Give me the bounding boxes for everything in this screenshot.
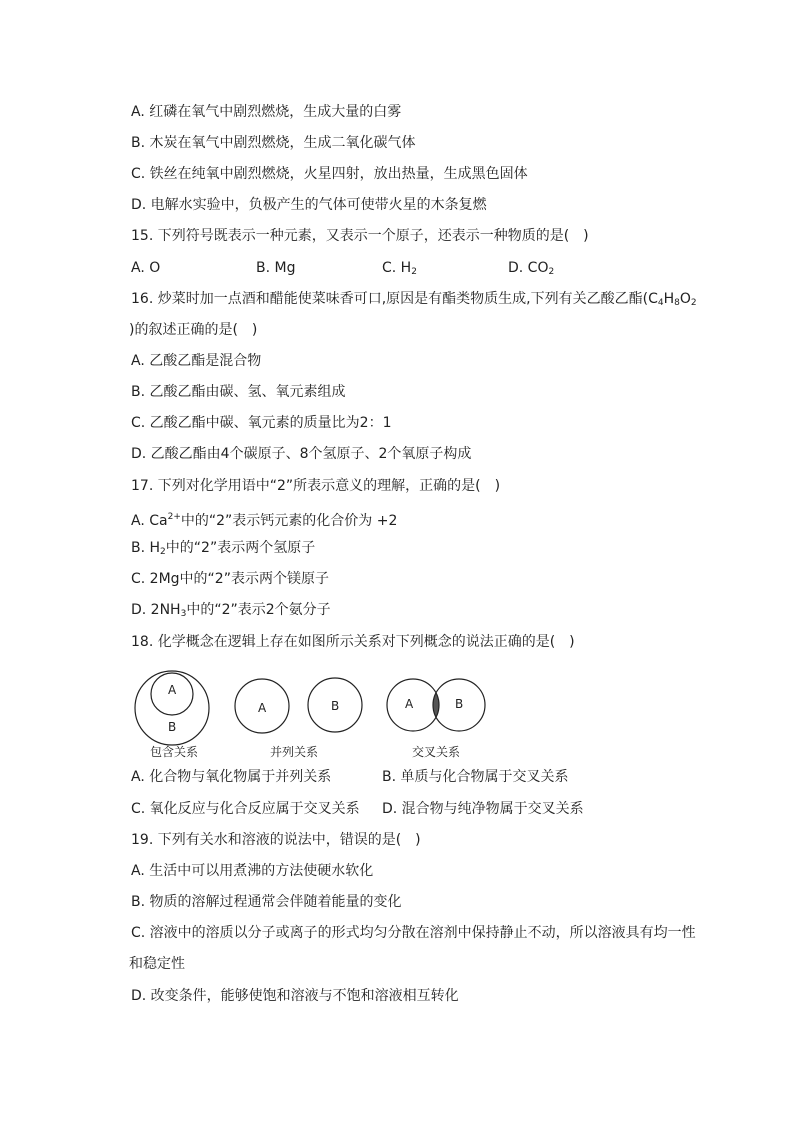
q17-option-d-text: D. 2NH — [131, 602, 181, 618]
q16-formula-sub4: 4 — [657, 298, 664, 308]
q15-option-c-text: C. H — [382, 260, 412, 276]
q18-option-b: B. 单质与化合物属于交叉关系 — [382, 769, 569, 785]
q16-formula-sub2: 2 — [690, 298, 697, 308]
q16-stem-line1 — [131, 289, 697, 313]
q15-stem: 15. 下列符号既表示一种元素，又表示一个原子，还表示一种物质的是( ) — [131, 228, 589, 244]
q17-option-c: C. 2Mg中的“2”表示两个镁原子 — [131, 571, 329, 587]
q16-stem-text: 16. 炒菜时加一点酒和醋能使菜味香可口,原因是有酯类物质生成,下列有关乙酸乙酯(C — [131, 291, 658, 307]
q14-option-b: B. 木炭在氧气中剧烈燃烧，生成二氧化碳气体 — [131, 135, 416, 151]
q17-option-b-text: B. H — [131, 540, 161, 556]
q16-stem-line2: )的叙述正确的是( ) — [129, 322, 258, 338]
q17-option-d-sub: 3 — [180, 609, 187, 619]
caption-intersection: 交叉关系 — [412, 745, 461, 759]
q17-option-a-sup: 2+ — [167, 512, 181, 522]
q19-option-d: D. 改变条件，能够使饱和溶液与不饱和溶液相互转化 — [131, 988, 459, 1004]
q17-option-a — [131, 507, 397, 531]
caption-parallel: 并列关系 — [270, 745, 319, 759]
intersection-label-b: B — [455, 697, 464, 711]
q17-stem: 17. 下列对化学用语中“2”所表示意义的理解，正确的是( ) — [131, 478, 501, 494]
q18-option-d: D. 混合物与纯净物属于交叉关系 — [382, 801, 584, 817]
q14-option-a: A. 红磷在氧气中剧烈燃烧，生成大量的白雾 — [131, 104, 402, 120]
q18-relationship-diagram — [120, 668, 500, 763]
q16-formula-o: O — [679, 291, 691, 307]
q19-stem: 19. 下列有关水和溶液的说法中，错误的是( ) — [131, 832, 421, 848]
parallel-label-b: B — [331, 699, 340, 713]
parallel-label-a: A — [258, 701, 267, 715]
q14-option-d: D. 电解水实验中，负极产生的气体可使带火星的木条复燃 — [131, 197, 487, 213]
q15-option-d-text: D. CO — [508, 260, 549, 276]
q16-formula-h: H — [663, 291, 675, 307]
q16-option-c: C. 乙酸乙酯中碳、氧元素的质量比为2：1 — [131, 415, 392, 431]
q15-option-c — [382, 258, 417, 282]
q19-option-c-continued: 和稳定性 — [129, 956, 185, 972]
intersection-label-a: A — [405, 697, 414, 711]
inclusion-label-b: B — [168, 720, 177, 734]
q17-option-d — [131, 600, 331, 624]
q14-option-c: C. 铁丝在纯氧中剧烈燃烧，火星四射，放出热量，生成黑色固体 — [131, 166, 528, 182]
caption-inclusion: 包含关系 — [150, 745, 199, 759]
q16-option-d: D. 乙酸乙酯由4个碳原子、8个氢原子、2个氧原子构成 — [131, 446, 472, 462]
q15-option-b: B. Mg — [256, 260, 296, 276]
q17-option-d-rest: 中的“2”表示2个氨分子 — [186, 602, 331, 618]
q17-option-b-rest: 中的“2”表示两个氢原子 — [165, 540, 316, 556]
q15-option-d — [508, 258, 554, 282]
q16-option-b: B. 乙酸乙酯由碳、氢、氧元素组成 — [131, 384, 346, 400]
q18-option-c: C. 氧化反应与化合反应属于交叉关系 — [131, 801, 360, 817]
q17-option-b — [131, 538, 315, 562]
q17-option-b-sub: 2 — [160, 547, 166, 557]
q18-option-a: A. 化合物与氧化物属于并列关系 — [131, 769, 332, 785]
q15-option-c-sub: 2 — [411, 267, 417, 277]
q16-formula-sub8: 8 — [674, 298, 680, 308]
q18-stem: 18. 化学概念在逻辑上存在如图所示关系对下列概念的说法正确的是( ) — [131, 634, 575, 650]
inclusion-label-a: A — [168, 683, 177, 697]
q15-option-a: A. O — [131, 260, 161, 276]
q17-option-a-text: A. Ca — [131, 513, 168, 529]
q19-option-a: A. 生活中可以用煮沸的方法使硬水软化 — [131, 863, 374, 879]
q19-option-c: C. 溶液中的溶质以分子或离子的形式均匀分散在溶剂中保持静止不动，所以溶液具有均一性 — [131, 925, 696, 941]
q16-option-a: A. 乙酸乙酯是混合物 — [131, 353, 262, 369]
q15-option-d-sub: 2 — [548, 267, 555, 277]
q17-option-a-rest: 中的“2”表示钙元素的化合价为 +2 — [180, 513, 398, 529]
q19-option-b: B. 物质的溶解过程通常会伴随着能量的变化 — [131, 894, 402, 910]
